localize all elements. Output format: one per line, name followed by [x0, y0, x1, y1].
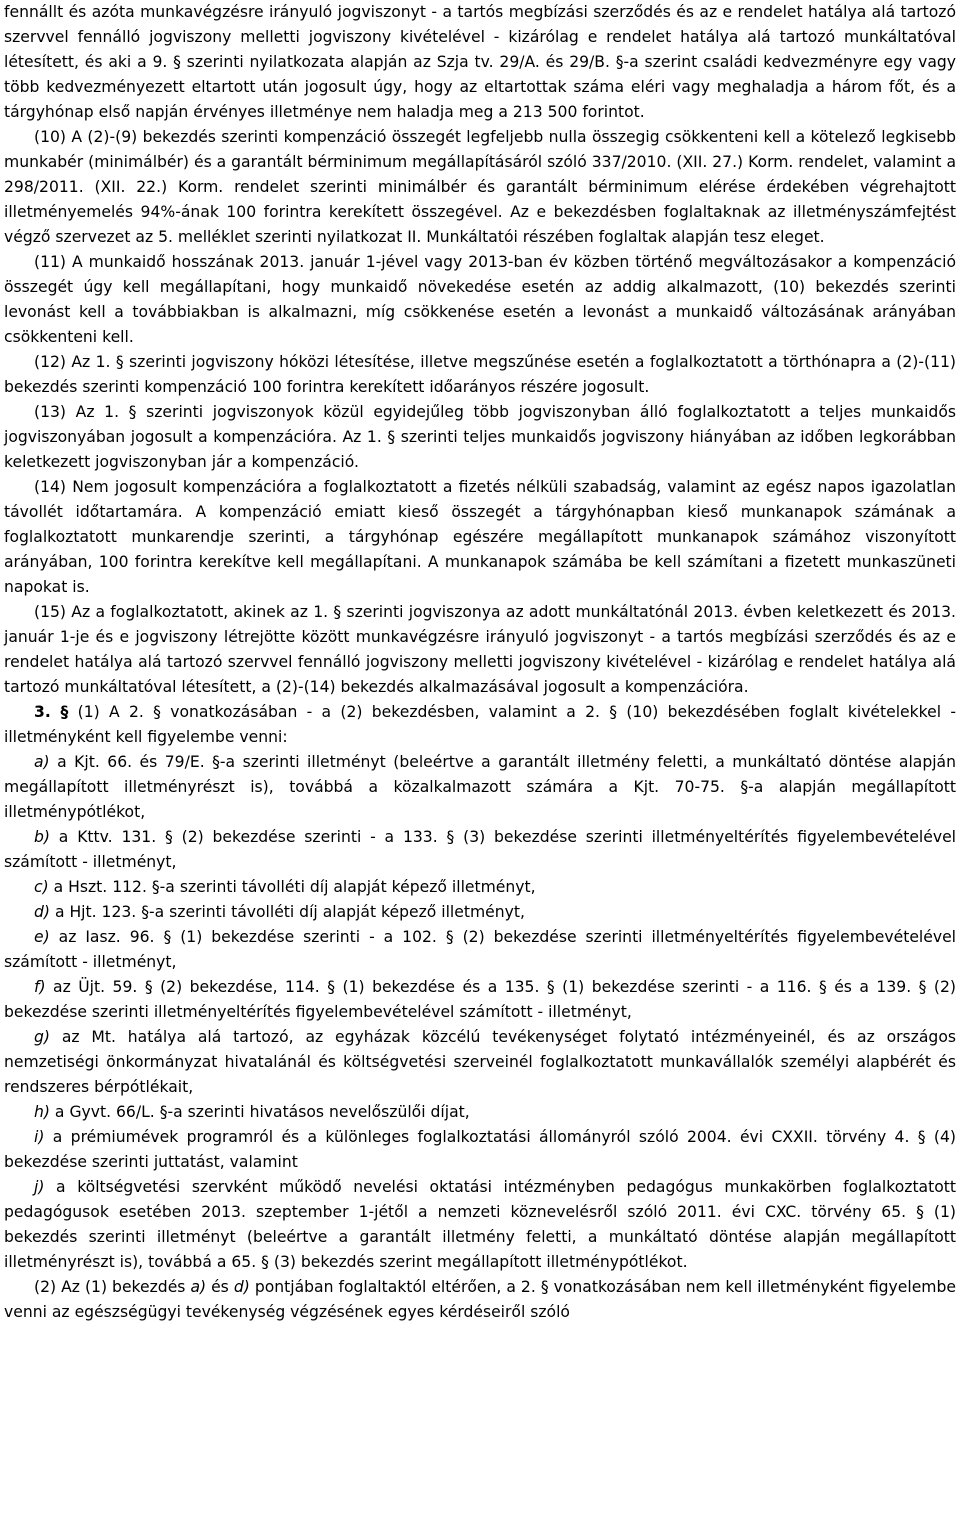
item-mark: j)	[34, 1178, 45, 1196]
final-mark-a: a)	[190, 1278, 207, 1296]
item-mark: i)	[34, 1128, 45, 1146]
item-mark: e)	[34, 928, 50, 946]
final-prefix: (2) Az (1) bekezdés	[34, 1278, 191, 1296]
list-item-g	[4, 1025, 956, 1100]
item-text: a költségvetési szervként működő nevelési oktatási intézményben pedagógus munkakörben foglalkoztatott pedagógusok esetében 2013. szeptember 1-jétől a nemzeti köznevelésről szóló 2011. évi CXC. törvény 65. § (1) bekezdés szerinti illetményt (beleértve a garantált illetmény feletti, a munkáltató döntése alapján megállapított illetményrészt is), továbbá a 65. § (3) bekezdés szerint megállapított illetménypótlékot.	[4, 1178, 956, 1271]
paragraph-11: (11) A munkaidő hosszának 2013. január 1-jével vagy 2013-ban év közben történő megváltozásakor a kompenzáció összegét úgy kell megállapítani, hogy munkaidő növekedése esetén az addig alkalmazott, (10) bekezdés szerinti levonást kell a továbbiakban is alkalmazni, míg csökkenése esetén a levonást a munkaidő változásának arányában csökkenteni kell.	[4, 253, 956, 346]
item-text: az Iasz. 96. § (1) bekezdése szerinti - a 102. § (2) bekezdése szerinti illetményeltérítés figyelembevételével számított - illetményt,	[4, 928, 956, 971]
list-item-d	[4, 900, 956, 925]
item-text: az Mt. hatálya alá tartozó, az egyházak közcélú tevékenységet folytató intézményeinél, és az országos nemzetiségi önkormányzat hivatalánál és költségvetési szerveinél foglalkoztatott munkavállalók személyi alapbérét és rendszeres bérpótlékait,	[4, 1028, 956, 1096]
item-text: a Gyvt. 66/L. §-a szerinti hivatásos nevelőszülői díjat,	[49, 1103, 470, 1121]
paragraph-15: (15) Az a foglalkoztatott, akinek az 1. § szerinti jogviszonya az adott munkáltatónál 2013. évben keletkezett és 2013. január 1-je és e jogviszony létrejötte között munkavégzésre irányuló jogviszonyt - a tartós megbízási szerződés és az e rendelet hatálya alá tartozó szervvel fennálló jogviszony melletti jogviszony kivételével - kizárólag e rendelet hatálya alá tartozó munkáltatóval létesített, a (2)-(14) bekezdés alkalmazásával jogosult a kompenzációra.	[4, 603, 956, 696]
section-3-text: (1) A 2. § vonatkozásában - a (2) bekezdésben, valamint a 2. § (10) bekezdésében foglalt kivételekkel - illetményként kell figyelembe venni:	[4, 703, 957, 746]
item-mark: d)	[34, 903, 50, 921]
list-item-c	[4, 875, 956, 900]
section-3-paragraph-2	[4, 1275, 956, 1325]
paragraph-14: (14) Nem jogosult kompenzációra a foglalkoztatott a fizetés nélküli szabadság, valamint az egész napos igazolatlan távollét időtartamára. A kompenzáció emiatt kieső összegét a tárgyhónapban kieső munkanapok számának a foglalkoztatott munkarendje szerinti, a tárgyhónap egészére megállapított munkanapok számához viszonyított arányában, 100 forintra kerekítve kell megállapítani. A munkanapok számába be kell számítani a fizetett munkaszüneti napokat is.	[4, 478, 956, 596]
list-item-f	[4, 975, 956, 1025]
document-page	[4, 0, 956, 1325]
list-item-j	[4, 1175, 956, 1275]
list-item-i	[4, 1125, 956, 1175]
final-suffix: pontjában foglaltaktól eltérően, a 2. § vonatkozásában nem kell illetményként figyelembe venni az egészségügyi tevékenység végzésének egyes kérdéseiről szóló	[4, 1278, 956, 1321]
paragraph-13: (13) Az 1. § szerinti jogviszonyok közül egyidejűleg több jogviszonyban álló foglalkoztatott a teljes munkaidős jogviszonyában jogosult a kompenzációra. Az 1. § szerinti teljes munkaidős jogviszony hiányában az időben legkorábban keletkezett jogviszonyban jár a kompenzáció.	[4, 403, 956, 471]
paragraph-12: (12) Az 1. § szerinti jogviszony hóközi létesítése, illetve megszűnése esetén a foglalkoztatott a törthónapra a (2)-(11) bekezdés szerinti kompenzáció 100 forintra kerekített időarányos részére jogosult.	[4, 353, 956, 396]
item-mark: g)	[34, 1028, 50, 1046]
section-number: 3. §	[34, 703, 69, 721]
list-item-b	[4, 825, 956, 875]
item-text: a Kjt. 66. és 79/E. §-a szerinti illetményt (beleértve a garantált illetmény feletti, a munkáltató döntése alapján megállapított illetményrészt is), továbbá a közalkalmazott számára a Kjt. 70-75. §-a alapján megállapított illetménypótlékot,	[4, 753, 956, 821]
final-mark-d: d)	[233, 1278, 250, 1296]
item-text: a Hszt. 112. §-a szerinti távolléti díj alapját képező illetményt,	[48, 878, 536, 896]
item-text: a Hjt. 123. §-a szerinti távolléti díj alapját képező illetményt,	[49, 903, 525, 921]
paragraph-10: (10) A (2)-(9) bekezdés szerinti kompenzáció összegét legfeljebb nulla összegig csökkenteni kell a kötelező legkisebb munkabér (minimálbér) és a garantált bérminimum megállapításáról szóló 337/2010. (XII. 27.) Korm. rendelet, valamint a 298/2011. (XII. 22.) Korm. rendelet szerinti minimálbér és garantált bérminimum elérése érdekében végrehajtott illetményemelés 94%-ának 100 forintra kerekített összegével. Az e bekezdésben foglaltaknak az illetményszámfejtést végző szervezet az 5. melléklet szerinti nyilatkozat II. Munkáltatói részében foglaltak alapján tesz eleget.	[4, 128, 957, 246]
item-text: a Kttv. 131. § (2) bekezdése szerinti - a 133. § (3) bekezdése szerinti illetményeltérítés figyelembevételével számított - illetményt,	[4, 828, 956, 871]
paragraph-continuation: fennállt és azóta munkavégzésre irányuló jogviszonyt - a tartós megbízási szerződés és az e rendelet hatálya alá tartozó szervvel fennálló jogviszony melletti jogviszony kivételével - kizárólag e rendelet hatálya alá tartozó munkáltatóval létesített, és aki a 9. § szerinti nyilatkozata alapján az Szja tv. 29/A. és 29/B. §-a szerint családi kedvezményre egy vagy több kedvezményezett eltartott után jogosult úgy, hogy az eltartottak száma eléri vagy meghaladja a három főt, és a tárgyhónap első napján érvényes illetménye nem haladja meg a 213 500 forintot.	[4, 3, 956, 121]
item-mark: b)	[34, 828, 50, 846]
item-mark: c)	[34, 878, 49, 896]
section-3-paragraph-1	[4, 700, 956, 750]
list-item-h	[4, 1100, 956, 1125]
list-item-a	[4, 750, 956, 825]
item-mark: f)	[34, 978, 46, 996]
list-item-e	[4, 925, 956, 975]
item-text: a prémiumévek programról és a különleges foglalkoztatási állományról szóló 2004. évi CXXII. törvény 4. § (4) bekezdése szerinti juttatást, valamint	[4, 1128, 956, 1171]
final-middle: és	[206, 1278, 234, 1296]
item-mark: h)	[34, 1103, 50, 1121]
item-mark: a)	[34, 753, 50, 771]
item-text: az Üjt. 59. § (2) bekezdése, 114. § (1) bekezdése és a 135. § (1) bekezdése szerinti - a 116. § és a 139. § (2) bekezdése szerinti illetményeltérítés figyelembevételével számított - illetményt,	[4, 978, 956, 1021]
